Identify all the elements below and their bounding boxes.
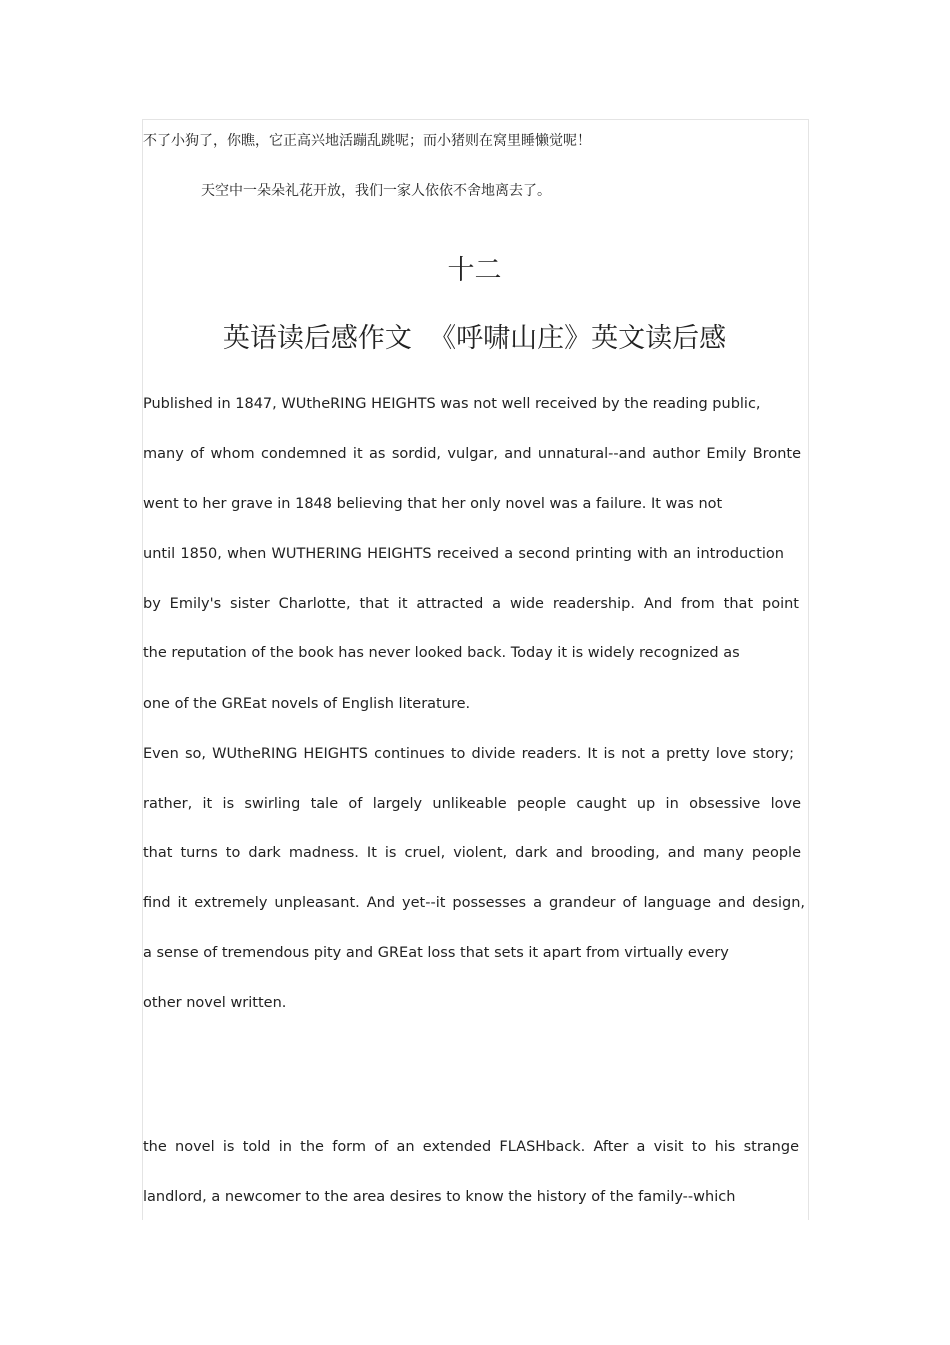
chinese-text-line: 不了小狗了，你瞧，它正高兴地活蹦乱跳呢；而小猪则在窝里睡懒觉呢！	[143, 133, 591, 149]
body-text-line: other novel written.	[143, 995, 287, 1011]
body-text-line: until 1850, when WUTHERING HEIGHTS received a second printing with an introduction	[143, 546, 784, 562]
section-number: 十二	[447, 255, 502, 286]
chinese-text-line: 天空中一朵朵礼花开放，我们一家人依依不舍地离去了。	[201, 183, 551, 199]
body-text-line: a sense of tremendous pity and GREat loss that sets it apart from virtually every	[143, 945, 729, 961]
body-text-line: the novel is told in the form of an extended FLASHback. After a visit to his strange	[143, 1139, 799, 1155]
body-text-line: find it extremely unpleasant. And yet--it possesses a grandeur of language and design,	[143, 895, 805, 911]
body-text-line: rather, it is swirling tale of largely unlikeable people caught up in obsessive love	[143, 796, 801, 812]
body-text-line: went to her grave in 1848 believing that her only novel was a failure. It was not	[143, 496, 723, 512]
body-text-line: landlord, a newcomer to the area desires to know the history of the family--which	[143, 1189, 736, 1205]
essay-title: 英语读后感作文 《呼啸山庄》英文读后感	[222, 323, 727, 354]
body-text-line: by Emily's sister Charlotte, that it attracted a wide readership. And from that point	[143, 596, 799, 612]
body-text-line: the reputation of the book has never looked back. Today it is widely recognized as	[143, 645, 740, 661]
body-text-line: Even so, WUtheRING HEIGHTS continues to divide readers. It is not a pretty love story;	[143, 746, 794, 762]
body-text-line: that turns to dark madness. It is cruel, violent, dark and brooding, and many people	[143, 845, 801, 861]
body-text-line: one of the GREat novels of English literature.	[143, 696, 471, 712]
body-text-line: many of whom condemned it as sordid, vulgar, and unnatural--and author Emily Bronte	[143, 446, 801, 462]
body-text-line: Published in 1847, WUtheRING HEIGHTS was not well received by the reading public,	[143, 396, 761, 412]
